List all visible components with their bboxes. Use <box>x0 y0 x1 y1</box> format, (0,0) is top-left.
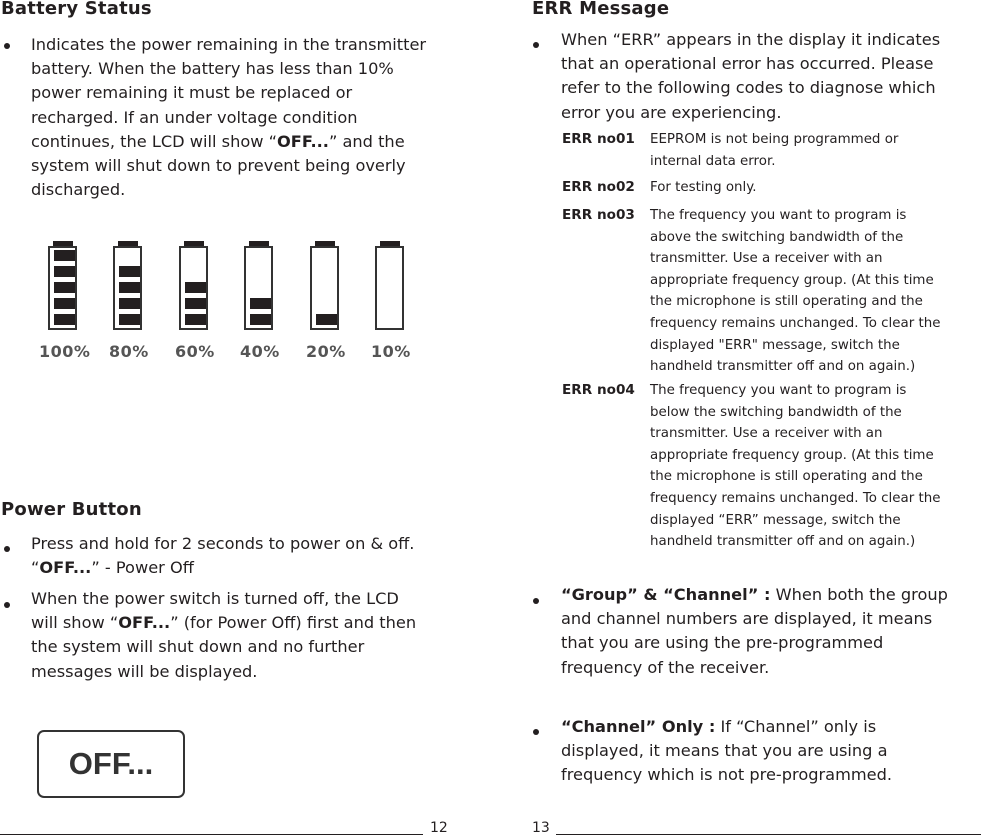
err-message-heading: ERR Message <box>532 0 670 19</box>
bullet-icon <box>533 42 539 48</box>
text-line: messages will be displayed. <box>31 661 258 681</box>
err-code-description <box>650 205 978 378</box>
channel-only-paragraph <box>561 715 976 788</box>
text-line: above the switching bandwidth of the <box>650 229 904 245</box>
text-line: that an operational error has occurred. Please <box>561 54 934 74</box>
text-line: error you are experiencing. <box>561 102 782 122</box>
err-code-label: ERR no01 <box>562 131 635 147</box>
text-line <box>31 611 461 635</box>
text-line: the system will shut down and no further <box>31 637 365 657</box>
text-line: internal data error. <box>650 153 776 169</box>
battery-icon <box>375 246 404 330</box>
battery-percent-label: 60% <box>175 342 215 361</box>
battery-bar <box>250 298 271 309</box>
text-line: EEPROM is not being programmed or <box>650 132 899 147</box>
off-keyword: OFF... <box>277 131 329 151</box>
text-line: displayed "ERR" message, switch the <box>650 337 900 353</box>
text-line <box>561 583 976 607</box>
text-line: displayed, it means that you are using a <box>561 741 888 761</box>
off-keyword: OFF... <box>118 613 171 633</box>
text-line <box>561 715 976 739</box>
err-code-label: ERR no04 <box>562 382 635 398</box>
text-line: appropriate frequency group. (At this time <box>650 272 934 288</box>
text-line: the microphone is still operating and the <box>650 294 923 310</box>
err-code-label: ERR no03 <box>562 207 635 223</box>
lcd-off-display: OFF... <box>37 730 185 798</box>
text-fragment: will show “ <box>31 613 119 633</box>
battery-status-paragraph <box>31 33 461 202</box>
battery-percent-label: 10% <box>371 342 411 361</box>
group-channel-label: “Group” & “Channel” : <box>561 585 771 604</box>
battery-bar <box>54 282 75 293</box>
text-line: frequency which is not pre-programmed. <box>561 765 892 785</box>
battery-bar <box>54 314 75 325</box>
text-line: power remaining it must be replaced or <box>31 83 353 103</box>
text-line: frequency of the receiver. <box>561 657 770 677</box>
battery-percent-label: 80% <box>109 342 149 361</box>
text-line: and channel numbers are displayed, it means <box>561 609 933 629</box>
bullet-icon <box>4 546 10 552</box>
battery-percent-label: 100% <box>39 342 91 361</box>
off-keyword: OFF... <box>39 558 92 578</box>
battery-bar <box>54 250 75 261</box>
text-fragment: ” - Power Off <box>91 558 194 578</box>
text-line: Indicates the power remaining in the transmitter <box>31 35 427 54</box>
battery-bar <box>54 298 75 309</box>
battery-icon <box>244 246 273 330</box>
text-line: transmitter. Use a receiver with an <box>650 426 883 442</box>
battery-bar <box>119 298 140 309</box>
text-line: For testing only. <box>650 180 757 195</box>
text-line: When the power switch is turned off, the LCD <box>31 589 399 608</box>
battery-icon <box>48 246 77 330</box>
err-code-description <box>650 177 978 199</box>
power-bullet-2 <box>31 587 461 684</box>
text-line: recharged. If an under voltage condition <box>31 107 358 127</box>
battery-bar <box>119 314 140 325</box>
power-bullet-1 <box>31 532 461 580</box>
text-line: When “ERR” appears in the display it indicates <box>561 30 941 49</box>
text-fragment: ” (for Power Off) first and then <box>170 613 417 633</box>
battery-status-heading: Battery Status <box>1 0 152 19</box>
text-line: discharged. <box>31 180 126 200</box>
battery-bar <box>119 282 140 293</box>
text-line: Press and hold for 2 seconds to power on & off. <box>31 534 415 553</box>
text-fragment: When both the group <box>770 585 948 604</box>
text-line: the microphone is still operating and the <box>650 469 923 485</box>
battery-bar <box>316 314 337 325</box>
text-line: system will shut down to prevent being overly <box>31 156 406 176</box>
err-code-label: ERR no02 <box>562 179 635 195</box>
battery-bar <box>54 266 75 277</box>
power-button-heading: Power Button <box>1 499 142 520</box>
text-fragment: If “Channel” only is <box>715 717 877 736</box>
text-line: The frequency you want to program is <box>650 208 907 223</box>
text-line: appropriate frequency group. (At this time <box>650 447 934 463</box>
text-line: battery. When the battery has less than 10% <box>31 59 394 79</box>
text-fragment: continues, the LCD will show “ <box>31 131 277 151</box>
footer-rule-right <box>556 834 981 835</box>
bullet-icon <box>4 43 10 49</box>
battery-bar <box>185 282 206 293</box>
battery-icon <box>179 246 208 330</box>
text-line: displayed “ERR” message, switch the <box>650 512 901 528</box>
battery-icon <box>310 246 339 330</box>
battery-bar <box>185 314 206 325</box>
text-fragment: “ <box>31 558 40 578</box>
bullet-icon <box>533 598 539 604</box>
text-line: The frequency you want to program is <box>650 383 907 398</box>
err-code-description <box>650 129 978 172</box>
page-number-right: 13 <box>532 820 550 836</box>
battery-icon <box>113 246 142 330</box>
footer-rule-left <box>0 834 423 835</box>
text-line: transmitter. Use a receiver with an <box>650 251 883 267</box>
err-code-description <box>650 380 978 553</box>
battery-percent-label: 40% <box>240 342 280 361</box>
text-line: handheld transmitter off and on again.) <box>650 359 916 375</box>
channel-only-label: “Channel” Only : <box>561 717 716 736</box>
text-line: frequency remains unchanged. To clear the <box>650 315 941 331</box>
battery-bar <box>119 266 140 277</box>
battery-bar <box>185 298 206 309</box>
bullet-icon <box>4 602 10 608</box>
text-line <box>31 130 461 154</box>
text-line: below the switching bandwidth of the <box>650 404 902 420</box>
page-number-left: 12 <box>430 820 448 836</box>
text-line: handheld transmitter off and on again.) <box>650 534 916 550</box>
text-line <box>31 556 461 580</box>
bullet-icon <box>533 729 539 735</box>
group-channel-paragraph <box>561 583 976 680</box>
battery-percent-label: 20% <box>306 342 346 361</box>
text-line: frequency remains unchanged. To clear the <box>650 490 941 506</box>
text-fragment: ” and the <box>328 131 405 151</box>
text-line: that you are using the pre-programmed <box>561 633 884 653</box>
battery-bar <box>250 314 271 325</box>
err-intro-paragraph <box>561 28 976 125</box>
text-line: refer to the following codes to diagnose which <box>561 78 936 98</box>
